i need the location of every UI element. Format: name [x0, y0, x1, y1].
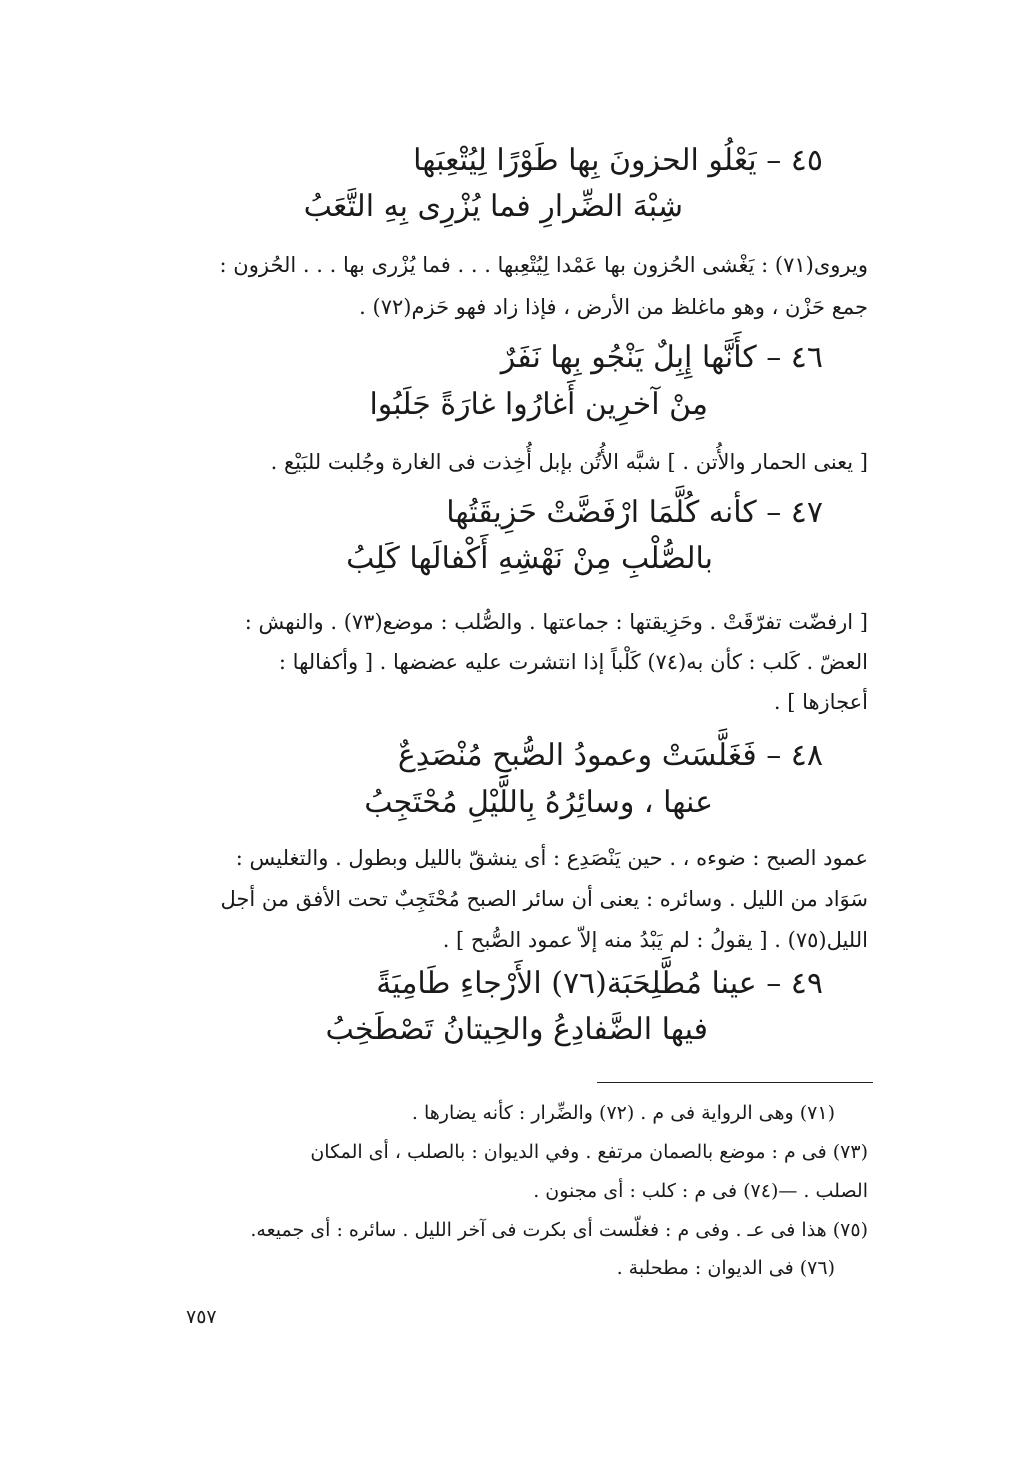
verse-number: ٤٨ –	[766, 738, 823, 773]
hemistich-text: شِبْهَ الضِّرارِ فما يُزْرِى بِهِ التَّعَبُ	[303, 189, 683, 224]
verse-49-first	[376, 966, 823, 1001]
footnote-line-4: (٧٥) هذا فى عـ . وفى م : فغلّست أى بكرت فى آخر الليل . سائره : أى جميعه.	[250, 1219, 868, 1241]
verse-49-second	[326, 1012, 708, 1047]
footnote-line-5: (٧٦) فى الديوان : مطحلبة .	[616, 1257, 835, 1279]
verse-45-first	[413, 143, 823, 178]
footnote-line-2: (٧٣) فى م : موضع بالصمان مرتفع . وفي الديوان : بالصلب ، أى المكان	[310, 1141, 868, 1163]
verse-47-first	[446, 495, 823, 530]
hemistich-text: كأنه كُلَّمَا ارْفَضَّتْ حَزِيقَتُها	[446, 495, 757, 530]
hemistich-text: فيها الضَّفادِعُ والحِيتانُ تَصْطَخِبُ	[325, 1012, 708, 1047]
commentary-47-line-2: العضّ . كَلب : كأن به(٧٤) كَلْباً إذا انتشرت عليه عضضها . [ وأكفالها :	[278, 650, 868, 674]
footnote-line-3: الصلب . —(٧٤) فى م : كلب : أى مجنون .	[533, 1180, 868, 1202]
hemistich-text: مِنْ آخرِين أَغارُوا غارَةً جَلَبُوا	[369, 387, 708, 422]
hemistich-text: بالصُّلْبِ مِنْ نَهْشِهِ أَكْفالَها كَلِبُ	[346, 541, 713, 576]
footnote-line-1: (٧١) وهى الرواية فى م . (٧٢) والضِّرار : كأنه يضارها .	[411, 1102, 835, 1124]
commentary-47-line-1: [ ارفضّت تفرّقَتْ . وحَزِيقتها : جماعتها . والصُّلب : موضع(٧٣) . والنهش :	[244, 610, 868, 634]
commentary-45-line-2: جمع حَزْن ، وهو ماغلظ من الأرض ، فإذا زاد فهو حَزم(٧٢) .	[359, 295, 868, 319]
commentary-46-line-1: [ يعنى الحمار والأُتن . ] شبَّه الأُتُن بإبل أُخِذت فى الغارة وجُلبت للبَيْع .	[270, 450, 868, 474]
verse-46-first	[501, 340, 823, 375]
hemistich-text: يَعْلُو الحزونَ بِها طَوْرًا لِيُتْعِبَها	[413, 143, 757, 178]
verse-47-second	[346, 541, 713, 576]
hemistich-text: كأَنَّها إِبِلٌ يَنْجُو بِها نَفَرٌ	[500, 340, 757, 375]
commentary-45-line-1: ويروى(٧١) : يَغْشى الحُزون بها عَمْدا لِيُتْعِبها . . . فما يُزْرى بها . . . الحُزون :	[219, 253, 868, 277]
verse-46-second	[369, 387, 708, 422]
commentary-48-line-1: عمود الصبح : ضوءه ، . حين يَنْصَدِع : أى ينشقّ بالليل وبطول . والتغليس :	[235, 846, 868, 870]
verse-48-second	[364, 785, 713, 820]
verse-number: ٤٥ –	[766, 143, 823, 178]
page-number: ٧٥٧	[186, 1306, 217, 1328]
verse-45-second	[304, 189, 683, 224]
hemistich-text: عنها ، وسائِرُهُ بِاللَّيْلِ مُحْتَجِبُ	[364, 785, 713, 820]
verse-number: ٤٦ –	[766, 340, 823, 375]
verse-number: ٤٩ –	[766, 966, 823, 1001]
hemistich-text: عينا مُطَّلِحَبَة(٧٦) الأَرْجاءِ طَامِيَةً	[376, 966, 757, 1001]
verse-number: ٤٧ –	[766, 495, 823, 530]
footnote-divider	[597, 1082, 873, 1083]
commentary-47-line-3: أعجازها ] .	[773, 690, 868, 714]
hemistich-text: فَغَلَّسَتْ وعمودُ الصُّبحِ مُنْصَدِعٌ	[397, 738, 757, 773]
commentary-48-line-2: سَوَاد من الليل . وسائره : يعنى أن سائر الصبح مُحْتَجِبٌ تحت الأفق من أجل	[220, 887, 868, 911]
commentary-48-line-3: الليل(٧٥) . [ يقولُ : لم يَبْدُ منه إلاّ عمود الصُّبح ] .	[442, 928, 868, 952]
verse-48-first	[398, 738, 823, 773]
